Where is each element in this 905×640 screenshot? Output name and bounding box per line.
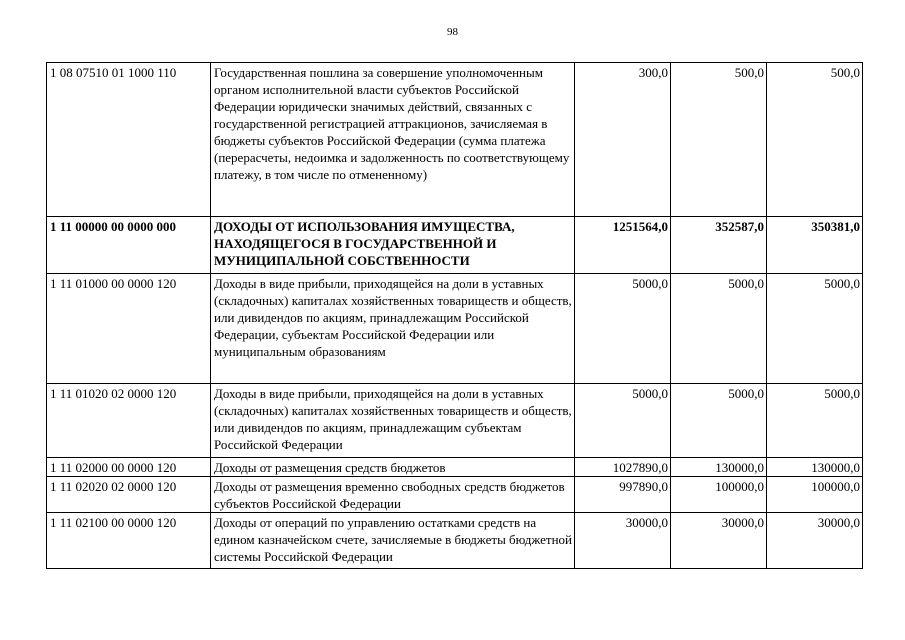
- row-name: Доходы от размещения временно свободных средств бюджетов субъектов Российской Федерации: [211, 477, 575, 513]
- row-name: Доходы в виде прибыли, приходящейся на доли в уставных (складочных) капиталах хозяйственных товариществ и обществ, или дивидендов по акциям, принадлежащим субъектам Российской Федерации: [211, 384, 575, 458]
- row-value-1: 30000,0: [575, 513, 671, 569]
- row-value-3: 5000,0: [767, 274, 863, 384]
- table-row: [47, 477, 863, 513]
- row-code: 1 11 01020 02 0000 120: [47, 384, 211, 458]
- row-value-2: 5000,0: [671, 274, 767, 384]
- table-row: [47, 63, 863, 217]
- row-value-2: 100000,0: [671, 477, 767, 513]
- row-code: 1 11 02100 00 0000 120: [47, 513, 211, 569]
- row-value-3: 350381,0: [767, 217, 863, 274]
- row-code: 1 11 02020 02 0000 120: [47, 477, 211, 513]
- row-value-2: 130000,0: [671, 458, 767, 477]
- row-value-2: 5000,0: [671, 384, 767, 458]
- row-value-1: 1251564,0: [575, 217, 671, 274]
- row-code: 1 11 01000 00 0000 120: [47, 274, 211, 384]
- table-row: [47, 384, 863, 458]
- row-value-1: 997890,0: [575, 477, 671, 513]
- row-name: Доходы в виде прибыли, приходящейся на доли в уставных (складочных) капиталах хозяйственных товариществ и обществ, или дивидендов по акциям, принадлежащим Российской Федерации, субъектам Российской Федерации или муниципальным образованиям: [211, 274, 575, 384]
- row-name: Доходы от размещения средств бюджетов: [211, 458, 575, 477]
- row-value-3: 30000,0: [767, 513, 863, 569]
- row-name: ДОХОДЫ ОТ ИСПОЛЬЗОВАНИЯ ИМУЩЕСТВА, НАХОДЯЩЕГОСЯ В ГОСУДАРСТВЕННОЙ И МУНИЦИПАЛЬНОЙ СОБСТВЕННОСТИ: [211, 217, 575, 274]
- page-number: 98: [447, 26, 458, 38]
- row-value-1: 5000,0: [575, 384, 671, 458]
- budget-revenue-table: [46, 62, 863, 569]
- row-value-3: 5000,0: [767, 384, 863, 458]
- row-value-3: 500,0: [767, 63, 863, 217]
- row-value-2: 30000,0: [671, 513, 767, 569]
- row-code: 1 11 02000 00 0000 120: [47, 458, 211, 477]
- table-row: [47, 274, 863, 384]
- row-code: 1 08 07510 01 1000 110: [47, 63, 211, 217]
- row-value-3: 130000,0: [767, 458, 863, 477]
- row-value-1: 300,0: [575, 63, 671, 217]
- row-value-2: 352587,0: [671, 217, 767, 274]
- table-row-section: [47, 217, 863, 274]
- row-value-1: 5000,0: [575, 274, 671, 384]
- row-code: 1 11 00000 00 0000 000: [47, 217, 211, 274]
- table-row: [47, 458, 863, 477]
- row-name: Государственная пошлина за совершение уполномоченным органом исполнительной власти субъектов Российской Федерации юридически значимых действий, связанных с государственной регистрацией аттракционов, зачисляемая в бюджеты субъектов Российской Федерации (сумма платежа (перерасчеты, недоимка и задолженность по соответствующему платежу, в том числе по отмененному): [211, 63, 575, 217]
- row-name: Доходы от операций по управлению остатками средств на едином казначейском счете, зачисляемые в бюджеты бюджетной системы Российской Федерации: [211, 513, 575, 569]
- row-value-1: 1027890,0: [575, 458, 671, 477]
- row-value-2: 500,0: [671, 63, 767, 217]
- table-row: [47, 513, 863, 569]
- row-value-3: 100000,0: [767, 477, 863, 513]
